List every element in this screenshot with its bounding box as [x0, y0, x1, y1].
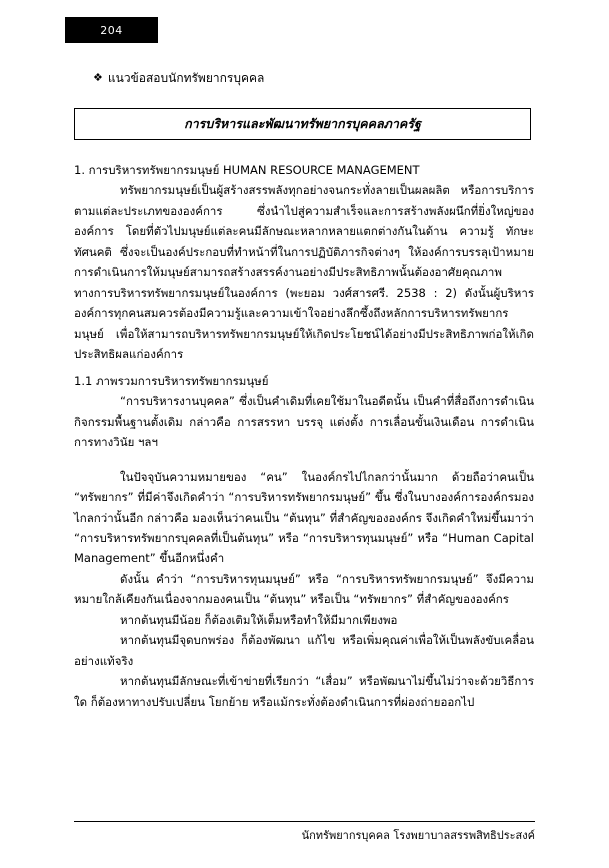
paragraph-6: หากต้นทุนมีจุดบกพร่อง ก็ต้องพัฒนา แก้ไข หรือเพิ่มคุณค่าเพื่อให้เป็นพลังขับเคลื่อนอย่างแท้จริง — [74, 633, 534, 668]
document-title-box — [74, 108, 531, 140]
paragraph-1: ทรัพยากรมนุษย์เป็นผู้สร้างสรรพลังทุกอย่างจนกระทั่งลายเป็นผลผลิต หรือการบริการตามแต่ละประเภทขององค์การ ซึ่งนำไปสู่ความสำเร็จและการสร้างพลังผนึกที่ยิ่งใหญ่ขององค์การ โดยที่ตัวไปมนุษย์แต่ละคนมีลักษณะหลากหลายแตกต่างกันในด้าน ความรู้ ทักษะ ทัศนคติ ซึ่งจะเป็นองค์ประกอบที่ทำหน้าที่ในการปฏิบัติภารกิจต่างๆ ให้องค์การบรรลุเป้าหมาย การดำเนินการให้มนุษย์สามารถสร้างสรรค์งานอย่างมีประสิทธิภาพนั้นต้องอาศัยคุณภาพทางการบริหารทรัพยากรมนุษย์ในองค์การ (พะยอม วงศ์สารศรี. 2538 : 2) ดังนั้นผู้บริหารองค์การทุกคนสมควรต้องมีความรู้และความเข้าใจอย่างลึกซึ้งถึงหลักการบริหารทรัพยากรมนุษย์ เพื่อให้สามารถบริหารทรัพยากรมนุษย์ให้เกิดประโยชน์ได้อย่างมีประสิทธิภาพก่อให้เกิดประสิทธิผลแก่องค์การ — [74, 183, 534, 362]
page-title: การบริหารและพัฒนาทรัพยากรบุคคลภาครัฐ — [184, 116, 421, 131]
section-1-1-heading: 1.1 ภาพรวมการบริหารทรัพยากรมนุษย์ — [74, 373, 269, 388]
page-number-text: 204 — [100, 23, 123, 37]
page-footer — [74, 821, 535, 844]
bullet-heading-text: แนวข้อสอบนักทรัพยากรบุคคล — [107, 71, 265, 85]
section-bullet-heading — [93, 69, 264, 88]
page-number-badge — [65, 17, 158, 43]
document-body — [74, 160, 534, 712]
paragraph-7: หากต้นทุนมีลักษณะที่เข้าข่ายที่เรียกว่า “เสื่อม” หรือพัฒนาไม่ขึ้นไม่ว่าจะด้วยวิธีการใด ก็ต้องหาทางปรับเปลี่ยน โยกย้าย หรือแม้กระทั่งต้องดำเนินการที่ผ่องถ่ายออกไป — [74, 674, 534, 709]
diamond-bullet-icon: ❖ — [93, 71, 103, 84]
paragraph-3: ในปัจจุบันความหมายของ “คน” ในองค์กรไปไกลกว่านั้นมาก ด้วยถือว่าคนเป็น “ทรัพยากร” ที่มีค่าจึงเกิดคำว่า “การบริหารทรัพยากรมนุษย์” ขึ้น ซึ่งในบางองค์การองค์กรมองไกลกว่านั้นอีก กล่าวคือ มองเห็นว่าคนเป็น “ต้นทุน” ที่สำคัญขององค์กร จึงเกิดคำใหม่ขึ้นมาว่า “การบริหารทรัพยากรบุคคลที่เป็นต้นทุน” หรือ “การบริหารทุนมนุษย์” หรือ “Human Capital Management” ขึ้นอีกหนึ่งคำ — [74, 469, 534, 566]
section-1-heading: 1. การบริหารทรัพยากรมนุษย์ HUMAN RESOURCE MANAGEMENT — [74, 163, 420, 177]
footer-text: นักทรัพยากรบุคคล โรงพยาบาลสรรพสิทธิประสงค์ — [301, 829, 535, 842]
paragraph-4: ดังนั้น คำว่า “การบริหารทุนมนุษย์” หรือ “การบริหารทรัพยากรมนุษย์” จึงมีความหมายใกล้เคียงกันเนื่องจากมองคนเป็น “ต้นทุน” หรือเป็น “ทรัพยากร” ที่สำคัญขององค์กร — [74, 571, 534, 607]
paragraph-5: หากต้นทุนมีน้อย ก็ต้องเติมให้เต็มหรือทำให้มีมากเพียงพอ — [120, 612, 398, 627]
paragraph-spacer — [74, 453, 534, 467]
paragraph-2: “การบริหารงานบุคคล” ซึ่งเป็นคำเดิมที่เคยใช้มาในอดีตนั้น เป็นคำที่สื่อถึงการดำเนินกิจกรรมพื้นฐานตั้งเดิม กล่าวคือ การสรรหา บรรจุ แต่งตั้ง การเลื่อนขั้นเงินเดือน การดำเนินการทางวินัย ฯลฯ — [74, 394, 534, 450]
